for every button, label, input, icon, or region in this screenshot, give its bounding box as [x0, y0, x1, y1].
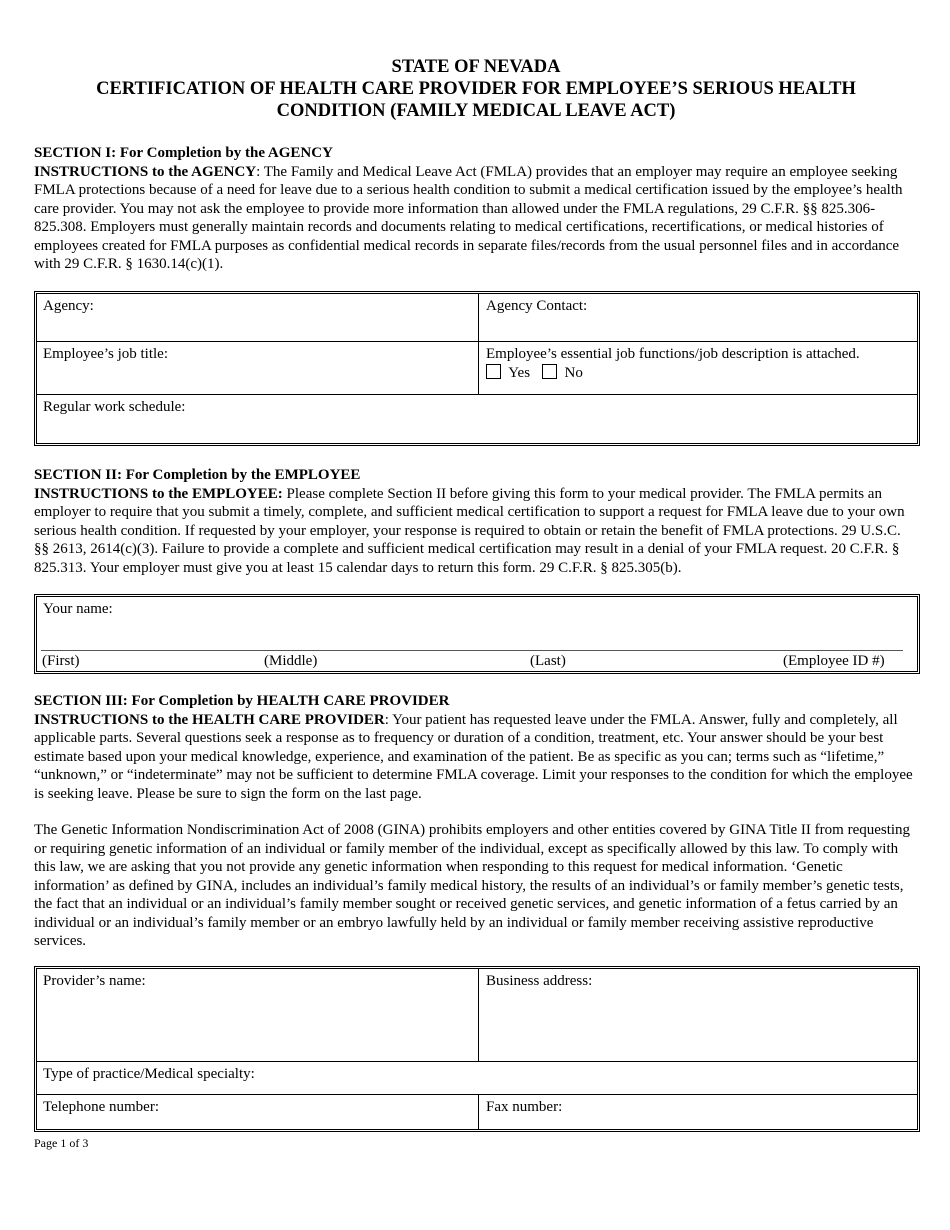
- yes-checkbox[interactable]: [486, 364, 501, 379]
- section-1: [34, 144, 918, 274]
- section-3-instr-text: : Your patient has requested leave under the FMLA. Answer, fully and completely, all applicable parts. Several questions seek a response as to frequency or duration of a condition, treatment, etc. Your answer should be your best estimate based upon your medical knowledge, experience, and examination of the patient. Be as specific as you can; terms such as “lifetime,” “unknown,” or “indeterminate” may not be sufficient to determine FMLA coverage. Limit your responses to the condition for which the employee is seeking leave. Please be sure to sign the form on the last page.: [34, 711, 913, 802]
- yes-label: Yes: [508, 365, 531, 381]
- form-header: [34, 56, 918, 122]
- section-1-instructions: [34, 163, 918, 274]
- section-3-instr-label: INSTRUCTIONS to the HEALTH CARE PROVIDER: [34, 711, 385, 728]
- section-1-instr-text: : The Family and Medical Leave Act (FMLA) provides that an employer may require an employee seeking FMLA protections because of a need for leave due to a serious health condition to submit a medical certification issued by the employee’s health care provider. You may not ask the employee to provide more information than allowed under the FMLA regulations, 29 C.F.R. §§ 825.306-825.308. Employers must generally maintain records and documents relating to medical certifications, recertifications, or medical histories of employees created for FMLA purposes as confidential medical records in separate files/records from the usual personnel files and in accordance with 29 C.F.R. § 1630.14(c)(1).: [34, 163, 903, 272]
- practice-specialty-label: Type of practice/Medical specialty:: [43, 1066, 255, 1082]
- agency-table: [34, 291, 920, 446]
- work-schedule-field[interactable]: [37, 395, 917, 443]
- form-title-line2: CERTIFICATION OF HEALTH CARE PROVIDER FOR EMPLOYEE’S SERIOUS HEALTH: [96, 79, 856, 99]
- last-label: (Last): [530, 653, 566, 669]
- middle-label: (Middle): [264, 653, 318, 669]
- no-checkbox[interactable]: [542, 364, 557, 379]
- practice-specialty-field[interactable]: [37, 1062, 917, 1094]
- section-2: [34, 466, 918, 577]
- section-2-instr-text: Please complete Section II before giving this form to your medical provider. The FMLA permits an employer to require that you submit a timely, complete, and sufficient medical certification to support a request for FMLA leave due to your own serious health condition. If requested by your employer, your response is required to obtain or retain the benefit of FMLA protections. 29 U.S.C. §§ 2613, 2614(c)(3). Failure to provide a complete and sufficient medical certification may result in a denial of your FMLA request. 20 C.F.R. § 825.313. Your employer must give you at least 15 calendar days to return this form. 29 C.F.R. § 825.305(b).: [34, 485, 905, 576]
- employee-name-table: [34, 594, 920, 674]
- fax-field[interactable]: [479, 1095, 917, 1129]
- job-functions-label: Employee’s essential job functions/job description is attached.: [486, 346, 860, 362]
- job-title-label: Employee’s job title:: [43, 346, 168, 362]
- section-2-heading: SECTION II: For Completion by the EMPLOYEE: [34, 467, 361, 483]
- section-2-instructions: [34, 485, 918, 578]
- name-underline: [41, 650, 903, 651]
- work-schedule-label: Regular work schedule:: [43, 399, 186, 415]
- section-1-heading: SECTION I: For Completion by the AGENCY: [34, 145, 333, 161]
- section-3-instructions: [34, 711, 918, 804]
- provider-table: [34, 966, 920, 1132]
- agency-contact-label: Agency Contact:: [486, 298, 588, 314]
- agency-contact-field[interactable]: [479, 294, 917, 341]
- section-3-heading: SECTION III: For Completion by HEALTH CARE PROVIDER: [34, 693, 450, 709]
- first-label: (First): [42, 653, 80, 669]
- agency-field[interactable]: [37, 294, 478, 341]
- provider-name-field[interactable]: [37, 969, 478, 1061]
- telephone-field[interactable]: [37, 1095, 478, 1129]
- business-address-field[interactable]: [479, 969, 917, 1061]
- section-3: [34, 692, 918, 951]
- telephone-label: Telephone number:: [43, 1099, 159, 1115]
- no-label: No: [564, 365, 583, 381]
- business-address-label: Business address:: [486, 973, 593, 989]
- job-functions-field: [479, 342, 917, 394]
- section-2-instr-label: INSTRUCTIONS to the EMPLOYEE:: [34, 485, 283, 502]
- employee-id-label: (Employee ID #): [783, 653, 885, 669]
- form-title-line1: STATE OF NEVADA: [391, 57, 561, 77]
- fax-label: Fax number:: [486, 1099, 563, 1115]
- section-1-instr-label: INSTRUCTIONS to the AGENCY: [34, 163, 257, 180]
- job-title-field[interactable]: [37, 342, 478, 394]
- page-number: Page 1 of 3: [34, 1136, 89, 1150]
- form-title-line3: CONDITION (FAMILY MEDICAL LEAVE ACT): [276, 101, 676, 121]
- agency-label: Agency:: [43, 298, 94, 314]
- your-name-label: Your name:: [43, 601, 113, 617]
- provider-name-label: Provider’s name:: [43, 973, 146, 989]
- gina-paragraph: The Genetic Information Nondiscrimination Act of 2008 (GINA) prohibits employers and other entities covered by GINA Title II from requesting or requiring genetic information of an individual or family member of the individual, except as specifically allowed by this law. To comply with this law, we are asking that you not provide any genetic information when responding to this request for medical information. ‘Genetic information’ as defined by GINA, includes an individual’s family medical history, the results of an individual’s or family member’s genetic tests, the fact that an individual or an individual’s family member sought or received genetic services, and genetic information of a fetus carried by an individual or an individual’s family member or an embryo lawfully held by an individual or family member receiving assistive reproductive services.: [34, 822, 911, 949]
